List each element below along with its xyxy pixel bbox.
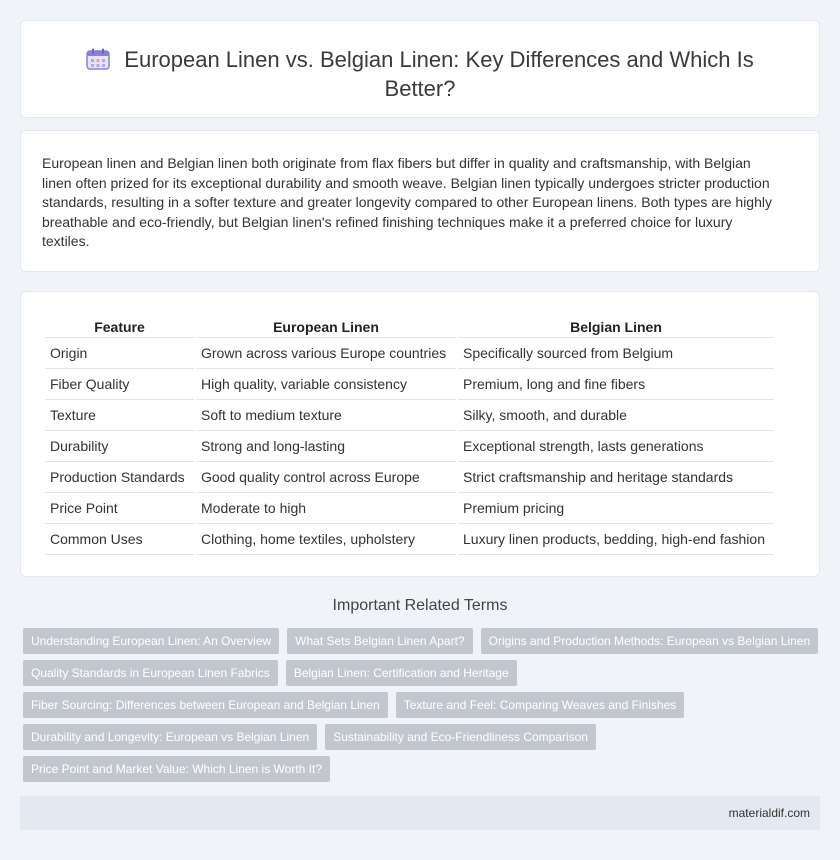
table-cell: Fiber Quality [45,369,194,400]
table-row [45,338,774,369]
related-term-tag[interactable]: Price Point and Market Value: Which Linen is Worth It? [23,756,330,782]
table-cell: Good quality control across Europe [196,462,456,493]
table-header-row [45,316,774,338]
table-row [45,400,774,431]
related-terms-row [23,692,684,718]
table-cell: High quality, variable consistency [196,369,456,400]
table-cell: Silky, smooth, and durable [458,400,774,431]
table-row [45,431,774,462]
related-terms-row [23,756,330,782]
related-term-tag[interactable]: Belgian Linen: Certification and Heritage [286,660,517,686]
related-term-tag[interactable]: Understanding European Linen: An Overview [23,628,279,654]
related-term-tag[interactable]: Durability and Longevity: European vs Belgian Linen [23,724,317,750]
related-term-tag[interactable]: Fiber Sourcing: Differences between European and Belgian Linen [23,692,388,718]
table-cell: Premium pricing [458,493,774,524]
table-row [45,493,774,524]
table-cell: Production Standards [45,462,194,493]
table-cell: Strong and long-lasting [196,431,456,462]
table-cell: Premium, long and fine fibers [458,369,774,400]
title-card [20,20,820,118]
related-term-tag[interactable]: Sustainability and Eco-Friendliness Comparison [325,724,596,750]
table-cell: Common Uses [45,524,194,555]
related-terms-row [23,628,818,654]
page-title: European Linen vs. Belgian Linen: Key Differences and Which Is Better? [124,47,754,101]
footer-site-link[interactable]: materialdif.com [728,806,810,820]
table-cell: Luxury linen products, bedding, high-end fashion [458,524,774,555]
table-cell: Grown across various Europe countries [196,338,456,369]
table-cell: Price Point [45,493,194,524]
table-cell: Moderate to high [196,493,456,524]
related-term-tag[interactable]: Texture and Feel: Comparing Weaves and Finishes [396,692,685,718]
calendar-icon [86,48,110,70]
intro-paragraph: European linen and Belgian linen both originate from flax fibers but differ in quality and craftsmanship, with Belgian linen often prized for its exceptional durability and smooth weave. Belgian linen typically undergoes stricter production standards, resulting in a softer texture and greater longevity compared to other European linens. Both types are highly breathable and eco-friendly, but Belgian linen's refined finishing techniques make it a preferred choice for luxury textiles. [42,155,772,249]
related-terms-row [23,724,596,750]
table-cell: Strict craftsmanship and heritage standards [458,462,774,493]
table-cell: Exceptional strength, lasts generations [458,431,774,462]
table-cell: Specifically sourced from Belgium [458,338,774,369]
table-cell: Soft to medium texture [196,400,456,431]
column-header-feature: Feature [45,316,194,338]
comparison-table-card [20,291,820,577]
related-terms-heading: Important Related Terms [332,597,508,614]
table-row [45,369,774,400]
related-terms-row [23,660,517,686]
intro-card [20,130,820,272]
table-row [45,524,774,555]
table-cell: Durability [45,431,194,462]
footer [20,796,820,830]
column-header-belgian-linen: Belgian Linen [458,316,774,338]
related-term-tag[interactable]: Quality Standards in European Linen Fabrics [23,660,278,686]
table-cell: Clothing, home textiles, upholstery [196,524,456,555]
table-cell: Texture [45,400,194,431]
column-header-european-linen: European Linen [196,316,456,338]
related-term-tag[interactable]: Origins and Production Methods: European vs Belgian Linen [481,628,819,654]
related-term-tag[interactable]: What Sets Belgian Linen Apart? [287,628,472,654]
table-row [45,462,774,493]
comparison-table [43,316,776,555]
table-cell: Origin [45,338,194,369]
